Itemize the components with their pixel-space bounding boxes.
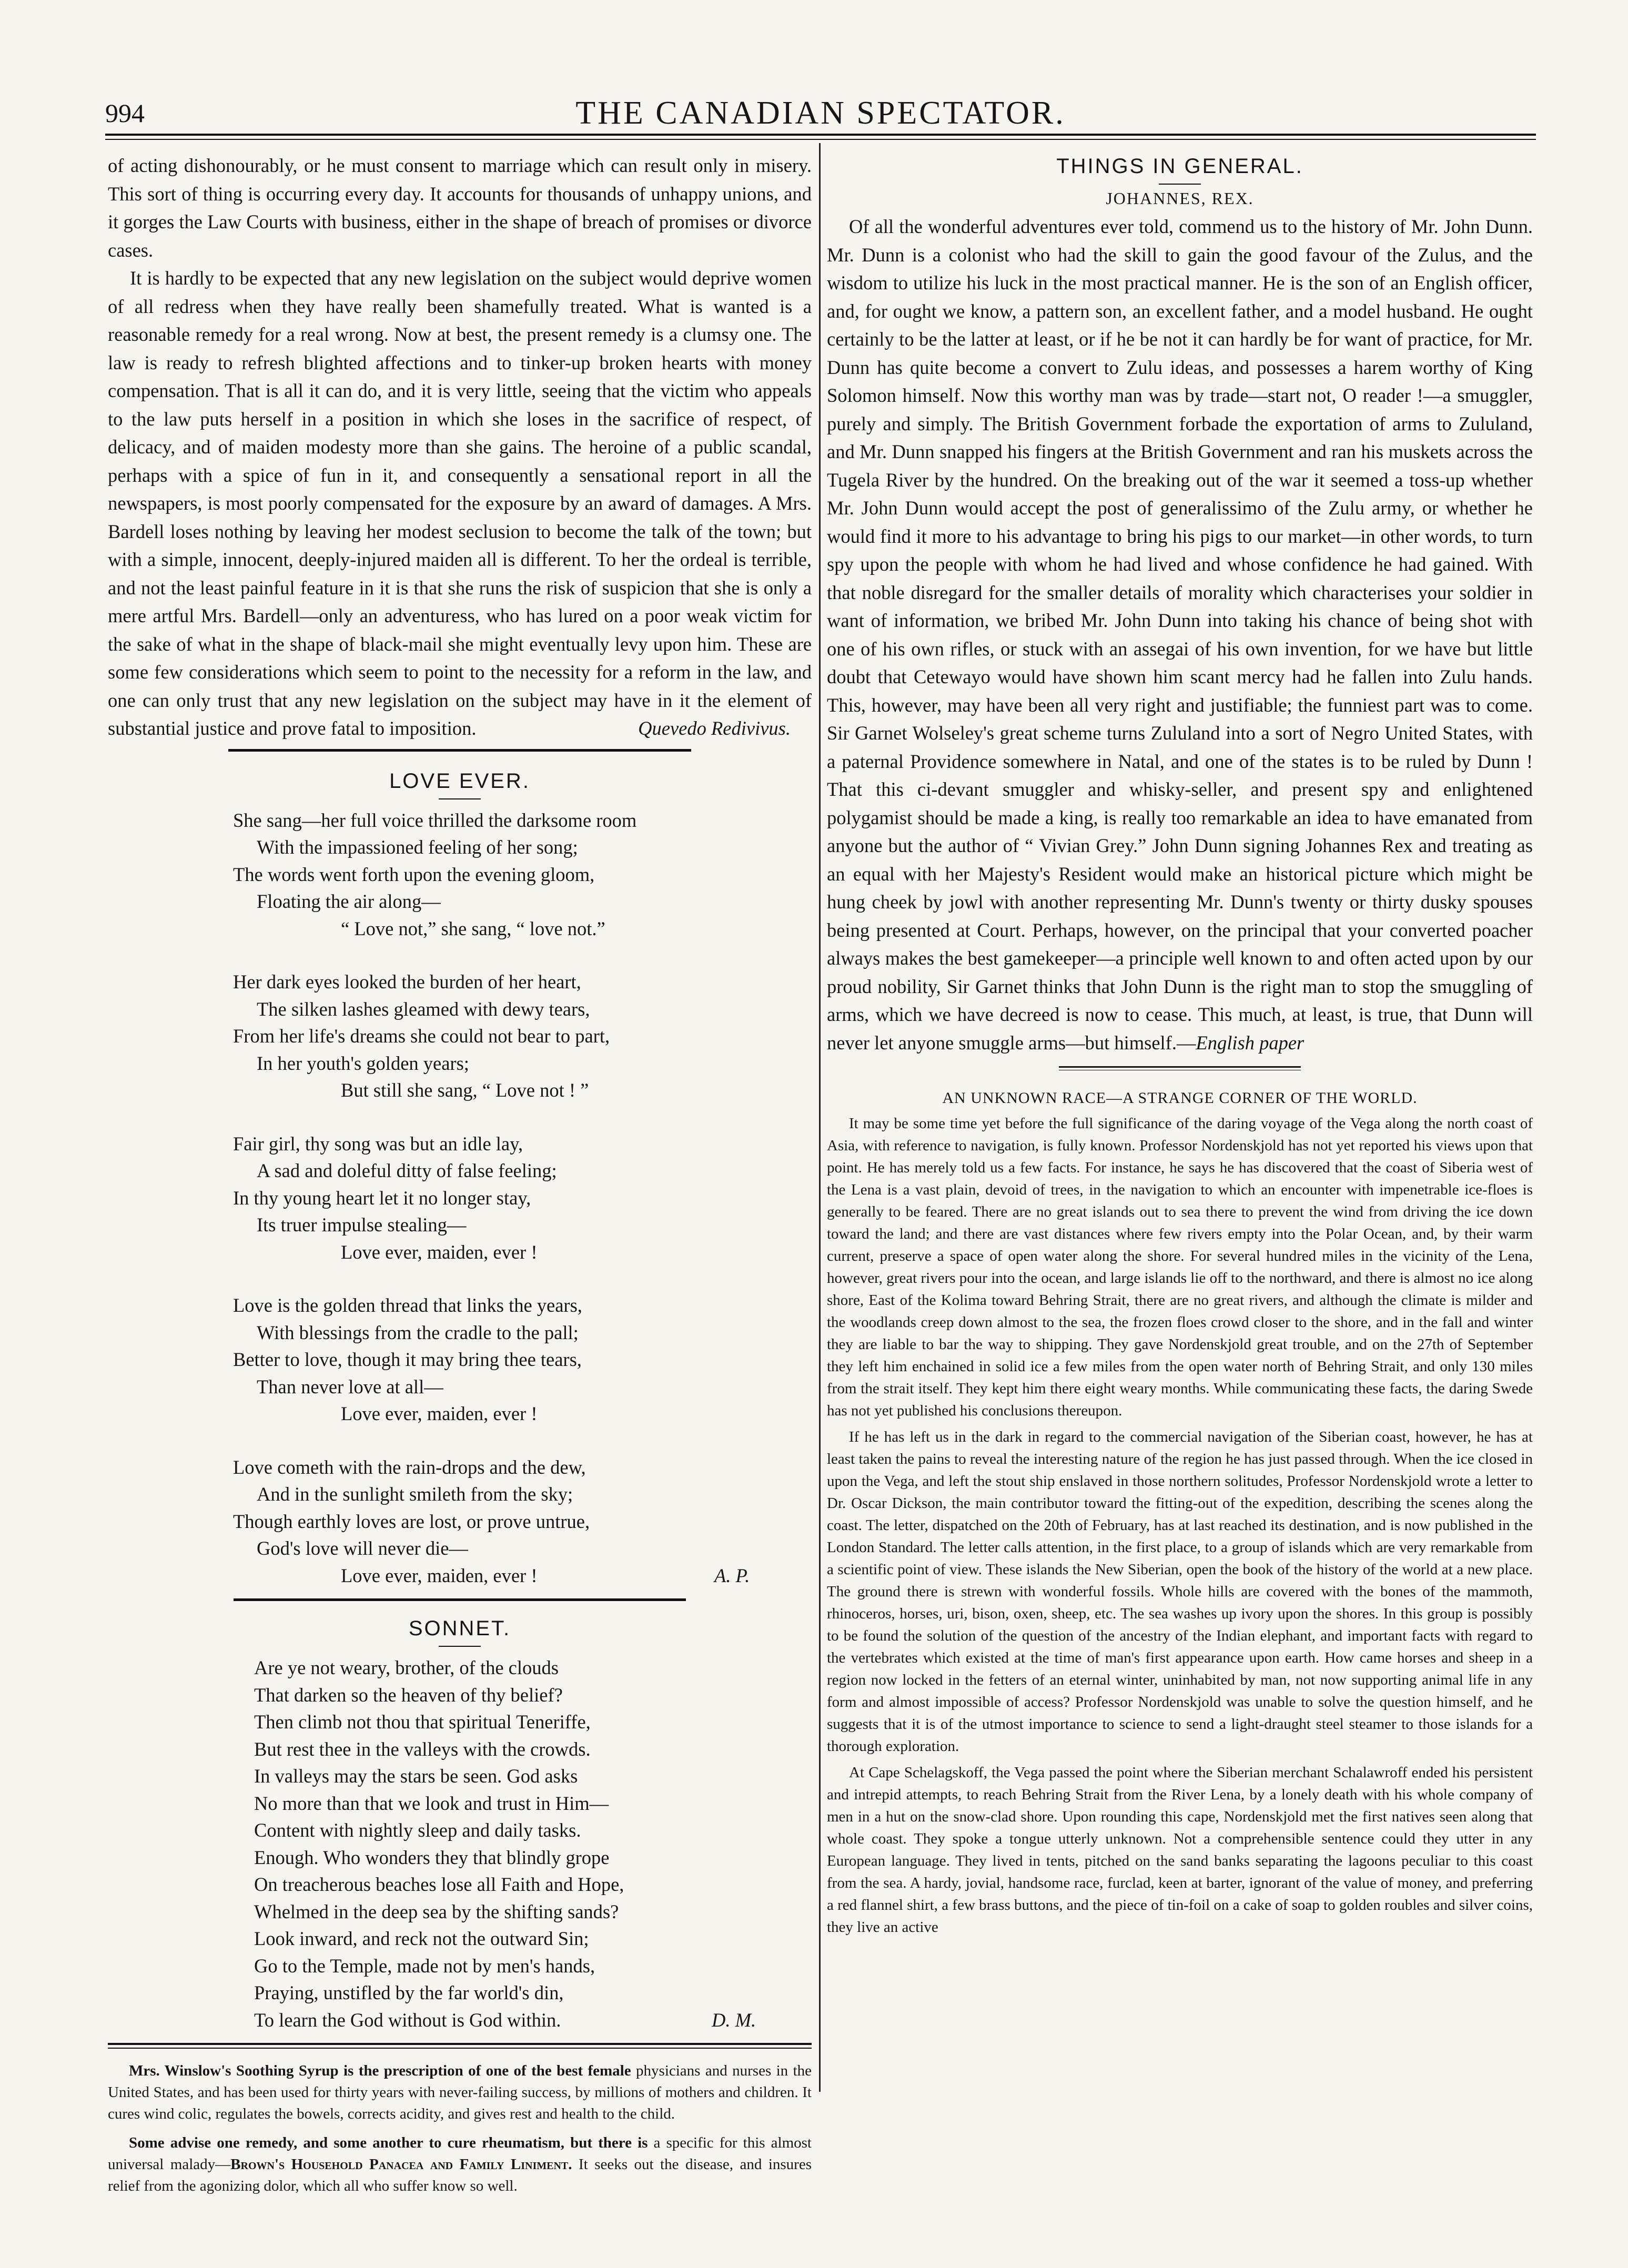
poem-line-text: Its truer impulse stealing— bbox=[257, 1214, 467, 1236]
poem-stanza bbox=[233, 968, 812, 1104]
poem-signature: D. M. bbox=[712, 2009, 756, 2031]
article-paragraph: At Cape Schelagskoff, the Vega passed the point where the Siberian merchant Schalawroff ended his persistent and intrepid attempts, to reach Behring Strait from the River Lena, by a lonely death with his whole company of men in a hut on the snow-clad shore. Upon rounding this cape, Nordenskjold met the first natives seen along that whole coast. They spoke a tongue utterly unknown. Not a comprehensible sentence could they utter in any European language. They lived in tents, pitched on the sand banks separating the lagoons peculiar to this coast from the sea. A hardy, jovial, handsome race, furclad, keen at barter, ignorant of the value of money, and preferring a red flannel shirt, a few brass buttons, and the piece of tin-foil on a cake of soap to golden roubles and silver coins, they live an active bbox=[827, 1764, 1533, 1936]
poem-line bbox=[254, 1925, 812, 1952]
essay-paragraph bbox=[108, 264, 812, 743]
poem-line-text: Enough. Who wonders they that blindly grope bbox=[254, 1846, 610, 1868]
poem-line bbox=[233, 807, 812, 834]
poem-line bbox=[233, 996, 812, 1023]
poem-line-text: And in the sunlight smileth from the sky; bbox=[257, 1483, 573, 1505]
poem-line bbox=[233, 888, 812, 915]
poem-line bbox=[233, 1508, 812, 1535]
poem-line-text: Her dark eyes looked the burden of her heart, bbox=[233, 971, 581, 993]
poem-line-text: In valleys may the stars be seen. God asks bbox=[254, 1765, 578, 1787]
advertisements bbox=[108, 2060, 812, 2197]
section-divider bbox=[234, 1598, 686, 1601]
essay-paragraph: of acting dishonourably, or he must consent to marriage which can result only in misery. This sort of thing is occurring every day. It accounts for thousands of unhappy unions, and it gorges the Law Courts with business, either in the shape of breach of promises or divorce cases. bbox=[108, 155, 812, 261]
ad-panacea bbox=[108, 2132, 812, 2197]
poem-line-text: The silken lashes gleamed with dewy tears, bbox=[257, 998, 590, 1020]
poem-line bbox=[254, 2007, 812, 2034]
title-rule bbox=[439, 798, 481, 799]
poem-line-text: “ Love not,” she sang, “ love not.” bbox=[341, 917, 605, 939]
poem-line-text: With blessings from the cradle to the pall; bbox=[257, 1321, 579, 1343]
poem-line bbox=[254, 1736, 812, 1763]
essay-signature: Quevedo Redivivus. bbox=[638, 717, 791, 739]
poem-stanza bbox=[233, 807, 812, 943]
ad-text: It seeks out the disease, and insures relief from the agonizing dolor, which all who suffer know so well. bbox=[108, 2156, 812, 2194]
poem-line bbox=[233, 1373, 812, 1401]
poem-line bbox=[233, 1077, 812, 1104]
ad-lead: Some advise one remedy, and some another to cure rheumatism, but there is bbox=[129, 2134, 648, 2151]
poem-line-text: A sad and doleful ditty of false feeling; bbox=[257, 1160, 557, 1181]
poem-line bbox=[233, 1400, 812, 1427]
poem-line bbox=[233, 915, 812, 943]
poem-line bbox=[254, 1871, 812, 1898]
poem-line-text: Love cometh with the rain-drops and the dew, bbox=[233, 1456, 586, 1478]
ad-product: Brown's Household Panacea and Family Liniment. bbox=[230, 2156, 572, 2173]
poem-line-text: God's love will never die— bbox=[257, 1537, 468, 1559]
poem-line-text: Though earthly loves are lost, or prove untrue, bbox=[233, 1510, 590, 1532]
poem-line-text: Whelmed in the deep sea by the shifting sands? bbox=[254, 1900, 619, 1922]
poem-line-text: Love ever, maiden, ever ! bbox=[341, 1241, 538, 1263]
article-paragraph: It may be some time yet before the full significance of the daring voyage of the Vega along the north coast of Asia, with reference to navigation, is fully known. Professor Nordenskjold has not yet reported his views upon that point. He has merely told us a few facts. For instance, he says he has discovered that the coast of Siberia west of the Lena is a vast plain, devoid of trees, in the navigation to which an encounter with impenetrable ice-floes is generally to be feared. There are no great islands out to sea there to prevent the wind from driving the ice down toward the land; and there are vast distances where few rivers empty into the Polar Ocean, and, by their warm current, preserve a space of open water along the shore. For several hundred miles in the vicinity of the Lena, however, great rivers pour into the ocean, and large islands lie off to the northward, and there is almost no ice along shore, East of the Kolima toward Behring Strait, there are no great rivers, and although the climate is milder and the woodlands creep down almost to the sea, the frozen floes crowd closer to the shore, and in the fall and winter they are liable to bar the way to shipping. They gave Nordenskjold great trouble, and on the 27th of September they left him enchained in solid ice a few miles from the open water north of Behring Strait, and only 130 miles from the strait itself. They kept him there eight weary months. While communicating these facts, the daring Swede has not yet published his conclusions thereupon. bbox=[827, 1115, 1533, 1419]
poem-line bbox=[233, 1130, 812, 1158]
header-rule-thin bbox=[105, 139, 1536, 140]
poem-line-text: With the impassioned feeling of her song; bbox=[257, 836, 578, 858]
poem-stanza bbox=[233, 1292, 812, 1427]
poem-line-text: Floating the air along— bbox=[257, 890, 441, 912]
poem-line-text: Go to the Temple, made not by men's hands, bbox=[254, 1955, 595, 1977]
title-rule bbox=[1159, 184, 1201, 185]
poem-line bbox=[233, 1346, 812, 1373]
article-title: JOHANNES, REX. bbox=[1106, 189, 1254, 208]
page-number: 994 bbox=[105, 98, 145, 128]
poem-line bbox=[254, 1790, 812, 1817]
essay-paragraph-text: It is hardly to be expected that any new legislation on the subject would deprive women of all redress when they have really been shamefully treated. What is wanted is a reasonable remedy for a real wrong. Now at best, the present remedy is a clumsy one. The law is ready to refresh blighted affections and to tinker-up broken hearts with money compensation. That is all it can do, and it is very little, seeing that the victim who appeals to the law puts herself in a position in which she loses in the sacrifice of respect, of delicacy, and of maiden modesty more than she gains. The heroine of a public scandal, perhaps with a spice of fun in it, and consequently a sensational report in all the newspapers, is most poorly compensated for the exposure by an award of damages. A Mrs. Bardell loses nothing by leaving her modest seclusion to become the talk of the town; but with a simple, innocent, deeply-injured maiden all is different. To her the ordeal is terrible, and not the least painful feature in it is that she runs the risk of suspicion that she is only a mere artful Mrs. Bardell—only an adventuress, who has lured on a poor weak victim for the sake of what in the shape of black-mail she might eventually levy upon him. These are some few considerations which seem to point to the necessity for a reform in the law, and one can only trust that any new legislation on the subject may have in it the element of substantial justice and prove fatal to imposition. bbox=[108, 267, 812, 739]
poem-line bbox=[233, 1184, 812, 1212]
ad-lead: Mrs. Winslow's Soothing Syrup is the prescription of one of the best female bbox=[129, 2062, 631, 2079]
poem-line bbox=[233, 1319, 812, 1346]
poem-line bbox=[254, 1654, 812, 1682]
poem-line bbox=[233, 861, 812, 888]
column-divider bbox=[819, 143, 821, 2092]
poem-line bbox=[254, 1979, 812, 2007]
poem-line bbox=[233, 1050, 812, 1077]
ad-text: physicians and nurses in the United States, and has been used for thirty years with never-failing success, by millions of mothers and children. It cures wind colic, regulates the bowels, corrects acidity, and gives rest and health to the child. bbox=[108, 2062, 812, 2122]
poem-line bbox=[233, 1535, 812, 1562]
article-title: AN UNKNOWN RACE—A STRANGE CORNER OF THE WORLD. bbox=[942, 1089, 1418, 1107]
article-paragraph: If he has left us in the dark in regard to the commercial navigation of the Siberian coast, however, he has at least taken the pains to reveal the interesting nature of the region he has just passed through. When the ice closed in upon the Vega, and left the stout ship enslaved in those northern solitudes, Professor Nordenskjold wrote a letter to Dr. Oscar Dickson, the main contributor toward the fitting-out of the expedition, describing the scenes along the coast. The letter, dispatched on the 20th of February, has at last reached its destination, and is now published in the London Standard. The letter calls attention, in the first place, to a group of islands which are very remarkable from a scientific point of view. These islands the New Siberian, open the book of the history of the world at a new place. The ground there is strewn with wonderful fossils. Whole hills are covered with the bones of the mammoth, rhinoceros, horses, uri, bison, oxen, sheep, etc. The sea washes up ivory upon the shores. In this group is possibly to be found the solution of the question of the ancestry of the Indian elephant, and important facts with regard to the vertebrates which existed at the time of man's first appearance upon earth. How came horses and sheep in a region now locked in the fetters of an eternal winter, uninhabited by man, not now supporting animal life in any form and almost impossible of access? Professor Nordenskjold was unable to solve the question himself, and he suggests that it is of the utmost importance to science to send a light-draught steel steamer to those islands for a thorough exploration. bbox=[827, 1429, 1533, 1755]
article-unknown-race bbox=[827, 1089, 1533, 1938]
poem-line-text: Look inward, and reck not the outward Sin; bbox=[254, 1928, 589, 1949]
poem-line-text: Love ever, maiden, ever ! bbox=[341, 1564, 538, 1586]
poem-line-text: Love is the golden thread that links the years, bbox=[233, 1294, 582, 1316]
left-column bbox=[108, 151, 812, 2204]
poem-line-text: That darken so the heaven of thy belief? bbox=[254, 1684, 563, 1706]
header-rule bbox=[105, 134, 1536, 136]
poem-line bbox=[233, 968, 812, 996]
poem-line-text: Fair girl, thy song was but an idle lay, bbox=[233, 1132, 523, 1155]
poem-line bbox=[233, 834, 812, 861]
right-column bbox=[827, 151, 1533, 1938]
poem-line-text: To learn the God without is God within. bbox=[254, 2009, 561, 2031]
article-divider bbox=[1059, 1066, 1301, 1068]
poem-line-text: Then climb not thou that spiritual Teneriffe, bbox=[254, 1711, 591, 1733]
poem-line-text: Praying, unstifled by the far world's din, bbox=[254, 1982, 564, 2003]
poem-line bbox=[233, 1481, 812, 1508]
poem-signature: A. P. bbox=[714, 1564, 750, 1586]
poem-line bbox=[254, 1817, 812, 1844]
poem-line bbox=[254, 1682, 812, 1709]
poem-line-text: The words went forth upon the evening gloom, bbox=[233, 863, 595, 885]
poem-line bbox=[254, 1708, 812, 1736]
article-text: Of all the wonderful adventures ever told, commend us to the history of Mr. John Dunn. Mr. Dunn is a colonist who had the skill to gain the good favour of the Zulus, and the wisdom to utilize his luck in the most practical manner. He is the son of an English officer, and, for ought we know, a pattern son, an excellent father, and a model husband. He ought certainly to be the latter at least, or if he be not it can hardly be for want of practice, for Mr. Dunn has quite become a convert to Zulu ideas, and possesses a harem worthy of King Solomon himself. Now this worthy man was by trade—start not, O reader !—a smuggler, purely and simply. The British Government forbade the exportation of arms to Zululand, and Mr. Dunn snapped his fingers at the British Government and ran his muskets across the Tugela River by the hundred. On the breaking out of the war it seemed a toss-up whether Mr. John Dunn would accept the post of generalissimo of the Zulu army, or whether he would find it more to his advantage to bring his pigs to our market—in other words, to turn spy upon the people with whom he had lived and whose confidence he had gained. With that noble disregard for the smaller details of morality which characterises your soldier in want of information, we bribed Mr. John Dunn into taking his chance of being shot with one of his own rifles, or stuck with an assegai of his own invention, for we have but little doubt that Cetewayo would have shown him scant mercy had he fallen into Zulu hands. This, however, may have been all very right and justifiable; the funniest part was to come. Sir Garnet Wolseley's great scheme turns Zululand into a sort of Negro United States, with a paternal Providence somewhere in Natal, and one of the states is to be ruled by Dunn ! That this ci-devant smuggler and whisky-seller, and present spy and enlightened polygamist should be made a king, is really too remarkable an idea to have emanated from anyone but the author of “ Vivian Grey.” John Dunn signing Johannes Rex and treating as an equal with her Majesty's Resident would make an historical picture which might be hung cheek by jowl with another representing Mr. Dunn's twenty or thirty dusky spouses being presented at Court. Perhaps, however, on the principal that your converted poacher always makes the best gamekeeper—a principle well known to and often acted upon by our proud nobility, Sir Garnet thinks that John Dunn is the right man to stop the smuggling of arms, which we have decreed is now to cease. This much, at least, is true, that Dunn will never let anyone smuggle arms—but himself. bbox=[827, 216, 1533, 1054]
poem-title: LOVE EVER. bbox=[389, 769, 530, 793]
poem-line-text: Content with nightly sleep and daily tasks. bbox=[254, 1819, 581, 1841]
sonnet-title: SONNET. bbox=[408, 1617, 511, 1640]
poem-line-text: In thy young heart let it no longer stay, bbox=[233, 1187, 531, 1209]
poem-love-ever bbox=[233, 807, 812, 1589]
poem-line-text: Better to love, though it may bring thee tears, bbox=[233, 1349, 582, 1370]
poem-line bbox=[233, 1239, 812, 1266]
poem-line bbox=[254, 1952, 812, 1980]
poem-line bbox=[254, 1898, 812, 1926]
ad-text: a specific for this almost universal malady— bbox=[108, 2134, 812, 2173]
poem-line bbox=[254, 1763, 812, 1790]
ads-rule bbox=[108, 2043, 812, 2045]
ad-winslow bbox=[108, 2060, 812, 2125]
article-source: English paper bbox=[1196, 1031, 1305, 1054]
masthead: THE CANADIAN SPECTATOR. bbox=[575, 95, 1066, 131]
poem-line-text: But still she sang, “ Love not ! ” bbox=[341, 1079, 589, 1101]
poem-stanza bbox=[233, 1454, 812, 1589]
poem-line bbox=[233, 1211, 812, 1239]
poem-line-text: On treacherous beaches lose all Faith and Hope, bbox=[254, 1874, 624, 1895]
poem-line-text: Are ye not weary, brother, of the clouds bbox=[254, 1657, 559, 1678]
poem-line bbox=[233, 1292, 812, 1319]
poem-line bbox=[233, 1562, 812, 1589]
poem-sonnet bbox=[254, 1654, 812, 2033]
poem-line bbox=[254, 1844, 812, 1871]
article-paragraph: Of all the wonderful adventures ever told, commend us to the history of Mr. John Dunn. Mr. Dunn is a colonist who had the skill to gain the good favour of the Zulus, and the wisdom to utilize his luck in the most practical manner. He is the son of an English officer, and, for ought we know, a pattern son, an excellent father, and a model husband. He ought certainly to be the latter at least, or if he be not it can hardly be for want of practice, for Mr. Dunn has quite become a convert to Zulu ideas, and possesses a harem worthy of King Solomon himself. Now this worthy man was by trade—start not, O reader !—a smuggler, purely and simply. The British Government forbade the exportation of arms to Zululand, and Mr. Dunn snapped his fingers at the British Government and ran his muskets across the Tugela River by the hundred. On the breaking out of the war it seemed a toss-up whether Mr. John Dunn would accept the post of generalissimo of the Zulu army, or whether he would find it more to his advantage to bring his pigs to our market—in other words, to turn spy upon the people with whom he had lived and whose confidence he had gained. With that noble disregard for the smaller details of morality which characterises your soldier in want of information, we bribed Mr. John Dunn into taking his chance of being shot with one of his own rifles, or stuck with an assegai of his own invention, for we have but little doubt that Cetewayo would have shown him scant mercy had he fallen into Zulu hands. This, however, may have been all very right and justifiable; the funniest part was to come. Sir Garnet Wolseley's great scheme turns Zululand into a sort of Negro United States, with a paternal Providence somewhere in Natal, and one of the states is to be ruled by Dunn ! That this ci-devant smuggler and whisky-seller, and present spy and enlightened polygamist should be made a king, is really too remarkable an idea to have emanated from anyone but the author of “ Vivian Grey.” John Dunn signing Johannes Rex and treating as an equal with her Majesty's Resident would make an historical picture which might be hung cheek by jowl with another representing Mr. Dunn's twenty or thirty dusky spouses being presented at Court. Perhaps, however, on the principal that your converted poacher always makes the best gamekeeper—a principle well known to and often acted upon by our proud nobility, Sir Garnet thinks that John Dunn is the right man to stop the smuggling of arms, which we have decreed is now to cease. This much, at least, is true, that Dunn will never let anyone smuggle arms—but himself.—English paper bbox=[827, 216, 1533, 1054]
poem-line-text: Love ever, maiden, ever ! bbox=[341, 1403, 538, 1424]
poem-line-text: She sang—her full voice thrilled the darksome room bbox=[233, 809, 637, 831]
page-header bbox=[105, 87, 1536, 135]
poem-line-text: But rest thee in the valleys with the crowds. bbox=[254, 1738, 591, 1760]
poem-line bbox=[233, 1454, 812, 1481]
poem-line bbox=[233, 1157, 812, 1184]
section-divider bbox=[228, 749, 691, 752]
poem-line-text: No more than that we look and trust in Him— bbox=[254, 1792, 609, 1814]
poem-line-text: From her life's dreams she could not bear to part, bbox=[233, 1025, 610, 1047]
ads-rule-thin bbox=[108, 2048, 812, 2049]
title-rule bbox=[439, 1646, 481, 1647]
poem-line-text: In her youth's golden years; bbox=[257, 1052, 469, 1074]
poem-stanza bbox=[233, 1130, 812, 1266]
poem-line-text: Than never love at all— bbox=[257, 1375, 443, 1398]
section-title: THINGS IN GENERAL. bbox=[1056, 155, 1303, 178]
poem-line bbox=[233, 1022, 812, 1050]
